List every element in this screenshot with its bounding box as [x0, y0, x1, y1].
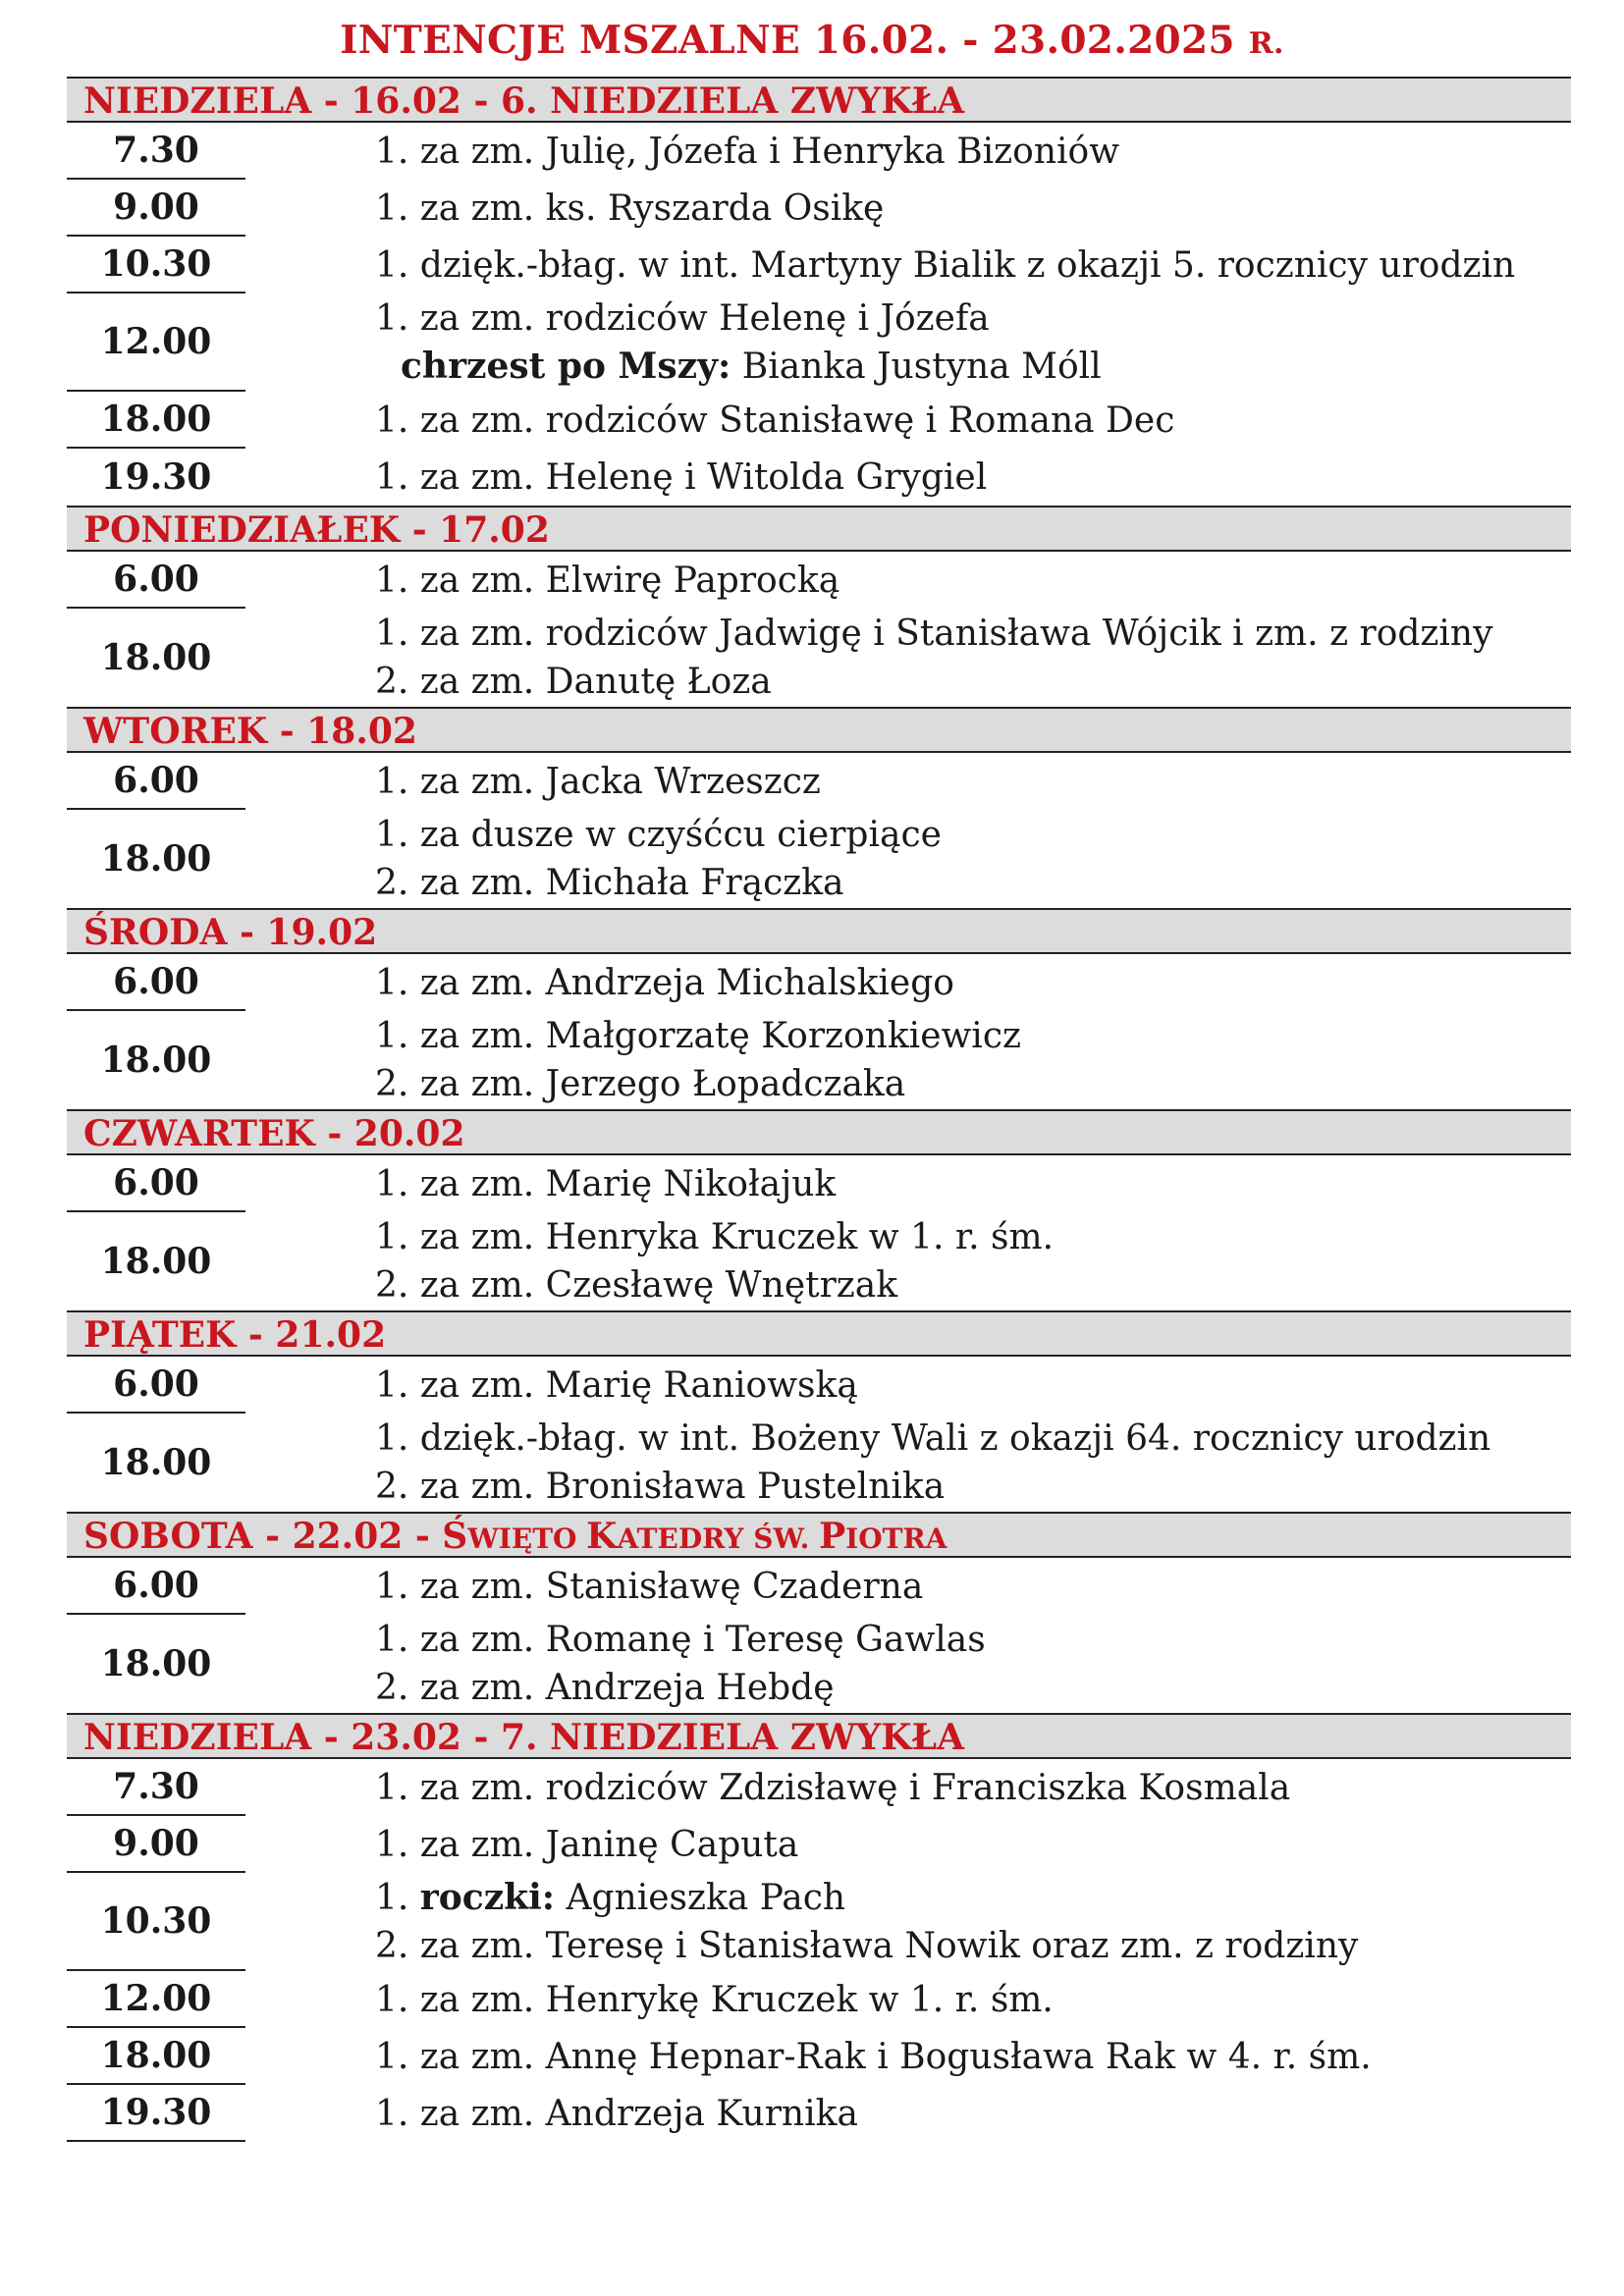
mass-row — [67, 237, 1571, 294]
mass-row — [67, 180, 1571, 237]
intention-list — [245, 1821, 798, 1869]
mass-row — [67, 1414, 1571, 1512]
intention-list — [245, 241, 1515, 290]
intention-list — [245, 959, 954, 1007]
mass-row — [67, 2085, 1571, 2142]
intention-text: 1. za zm. rodziców Zdzisławę i Franciszka Kosmala — [375, 1767, 1291, 1808]
intention-text: 1. za zm. Andrzeja Kurnika — [375, 2093, 858, 2134]
day-header: NIEDZIELA - 23.02 - 7. NIEDZIELA ZWYKŁA — [67, 1713, 1571, 1759]
title-suffix: R. — [1248, 27, 1284, 61]
intention-line — [375, 610, 1492, 658]
mass-time: 12.00 — [67, 1971, 245, 2028]
intention-line — [375, 758, 821, 806]
mass-time: 9.00 — [67, 180, 245, 237]
intention-text: Bianka Justyna Móll — [731, 347, 1102, 387]
intention-line — [375, 454, 987, 502]
intention-text: 1. za zm. rodziców Helenę i Józefa — [375, 298, 990, 339]
intention-line — [375, 1976, 1054, 2024]
day-header: CZWARTEK - 20.02 — [67, 1109, 1571, 1155]
intention-list — [245, 1976, 1054, 2024]
intention-text: 1. za zm. Marię Nikołajuk — [375, 1163, 837, 1204]
mass-row — [67, 1873, 1571, 1971]
mass-row — [67, 609, 1571, 707]
intention-text: 2. za zm. Teresę i Stanisława Nowik oraz zm. z rodziny — [375, 1926, 1359, 1966]
mass-time: 18.00 — [100, 1040, 212, 1081]
mass-time: 18.00 — [100, 1241, 212, 1282]
intention-list — [245, 1160, 836, 1208]
day-header-part: P — [819, 1516, 846, 1557]
mass-row — [67, 1759, 1571, 1816]
mass-row — [67, 1011, 1571, 1109]
intention-list — [245, 128, 1119, 176]
mass-row — [67, 392, 1571, 449]
mass-row — [67, 810, 1571, 908]
intention-list — [245, 1012, 1021, 1108]
mass-row — [67, 1155, 1571, 1212]
intention-line — [375, 2090, 858, 2138]
intention-list — [245, 1874, 1358, 1970]
mass-row — [67, 1558, 1571, 1615]
intention-list — [245, 1415, 1490, 1511]
mass-time: 6.00 — [67, 1155, 245, 1212]
intention-list — [245, 610, 1492, 706]
mass-time: 18.00 — [67, 392, 245, 449]
intention-text: 1. za zm. Stanisławę Czaderna — [375, 1566, 924, 1607]
mass-row — [67, 1615, 1571, 1713]
intention-line — [375, 557, 839, 605]
intention-line — [375, 1922, 1358, 1970]
mass-row — [67, 1971, 1571, 2028]
intention-text: 1. za zm. Jacka Wrzeszcz — [375, 761, 821, 802]
mass-time: 19.30 — [100, 456, 212, 498]
mass-time: 12.00 — [67, 294, 245, 392]
intention-label: roczki: — [419, 1877, 556, 1918]
mass-row — [67, 753, 1571, 810]
mass-time: 6.00 — [67, 753, 245, 810]
mass-time: 18.00 — [100, 637, 212, 678]
mass-time: 18.00 — [100, 838, 212, 880]
intention-list — [245, 1764, 1290, 1812]
intention-text: 1. za zm. ks. Ryszarda Osikę — [375, 187, 885, 229]
intention-text: 1. za zm. Elwirę Paprocką — [375, 560, 840, 601]
mass-time: 7.30 — [67, 123, 245, 180]
intention-list — [245, 1563, 923, 1611]
intention-text: 1. za zm. Henryka Kruczek w 1. r. śm. — [375, 1217, 1055, 1257]
intention-list — [245, 1213, 1054, 1309]
mass-time: 6.00 — [67, 954, 245, 1011]
intention-line — [375, 1463, 1490, 1511]
intention-text: 1. za zm. Henrykę Kruczek w 1. r. śm. — [375, 1979, 1054, 2020]
mass-row — [67, 294, 1571, 392]
mass-time: 6.00 — [67, 1357, 245, 1414]
mass-row — [67, 552, 1571, 609]
intention-list — [245, 397, 1174, 445]
intention-line — [375, 241, 1515, 290]
day-header-part: WIĘTO — [467, 1522, 587, 1555]
day-header-part: ATEDRY ŚW. — [617, 1522, 820, 1555]
intention-line — [375, 1362, 858, 1410]
intention-text: 1. za zm. Andrzeja Michalskiego — [375, 962, 954, 1003]
intention-line — [375, 343, 1102, 391]
intention-label: chrzest po Mszy: — [401, 346, 731, 387]
intention-text: 2. za zm. Andrzeja Hebdę — [375, 1668, 835, 1708]
day-header: NIEDZIELA - 16.02 - 6. NIEDZIELA ZWYKŁA — [67, 77, 1571, 123]
intention-list — [245, 557, 839, 605]
day-header: WTOREK - 18.02 — [67, 707, 1571, 753]
intention-text: 1. za zm. rodziców Stanisławę i Romana Dec — [375, 400, 1175, 441]
title-main: INTENCJE MSZALNE 16.02. - 23.02.2025 — [340, 18, 1235, 63]
intention-list — [245, 758, 821, 806]
intention-text: 2. za zm. Czesławę Wnętrzak — [375, 1265, 898, 1306]
mass-time: 6.00 — [67, 1558, 245, 1615]
intention-list — [245, 185, 884, 233]
intention-text: 1. za zm. Małgorzatę Korzonkiewicz — [375, 1016, 1021, 1056]
intention-line — [375, 128, 1119, 176]
intention-text: 1. za zm. Julię, Józefa i Henryka Bizoniów — [375, 131, 1120, 172]
intention-line — [375, 1616, 986, 1664]
intention-list — [245, 2033, 1372, 2081]
intention-line — [375, 1160, 836, 1208]
intention-text: 1. za zm. Romanę i Teresę Gawlas — [375, 1620, 986, 1660]
mass-row — [67, 123, 1571, 180]
intention-line — [375, 294, 1102, 343]
intention-list — [245, 294, 1102, 391]
intention-list — [245, 2090, 858, 2138]
mass-time: 10.30 — [67, 1873, 245, 1971]
intention-line — [375, 1821, 798, 1869]
intention-text: 2. za zm. Jerzego Łopadczaka — [375, 1064, 906, 1104]
intention-line — [375, 658, 1492, 706]
intention-text: 2. za zm. Danutę Łoza — [375, 662, 772, 702]
day-header — [67, 1512, 1571, 1558]
mass-row — [67, 2028, 1571, 2085]
day-header-part: K — [586, 1516, 618, 1557]
intention-text: Agnieszka Pach — [555, 1878, 846, 1918]
intention-list — [245, 811, 942, 907]
intention-line — [375, 2033, 1372, 2081]
mass-time: 6.00 — [67, 552, 245, 609]
mass-time: 7.30 — [67, 1759, 245, 1816]
intention-number: 1. — [375, 1878, 420, 1918]
intention-line — [375, 1563, 923, 1611]
mass-time: 18.00 — [67, 2028, 245, 2085]
mass-schedule — [67, 77, 1571, 2142]
intention-line — [375, 1664, 986, 1712]
day-header: PIĄTEK - 21.02 — [67, 1310, 1571, 1357]
intention-line — [375, 1874, 1358, 1922]
intention-line — [375, 185, 884, 233]
page-title — [0, 14, 1624, 71]
intention-text: 1. dzięk.-błag. w int. Bożeny Wali z okazji 64. rocznicy urodzin — [375, 1418, 1491, 1459]
intention-list — [245, 1362, 858, 1410]
day-header-part: SOBOTA - 22.02 - Ś — [83, 1516, 468, 1557]
day-header: PONIEDZIAŁEK - 17.02 — [67, 506, 1571, 552]
intention-line — [375, 959, 954, 1007]
intention-line — [375, 1060, 1021, 1108]
day-header-part: IOTRA — [845, 1522, 947, 1555]
intention-line — [375, 1415, 1490, 1463]
intention-line — [375, 1764, 1290, 1812]
intention-text: 2. za zm. Bronisława Pustelnika — [375, 1467, 946, 1507]
mass-row — [67, 1357, 1571, 1414]
mass-time: 9.00 — [67, 1816, 245, 1873]
intention-text: 1. za zm. rodziców Jadwigę i Stanisława Wójcik i zm. z rodziny — [375, 614, 1493, 654]
intention-line — [375, 397, 1174, 445]
mass-row — [67, 449, 1571, 506]
mass-time: 10.30 — [67, 237, 245, 294]
mass-row — [67, 954, 1571, 1011]
intention-text: 1. za dusze w czyśćcu cierpiące — [375, 815, 942, 855]
mass-row — [67, 1212, 1571, 1310]
intention-line — [375, 1213, 1054, 1261]
intention-list — [245, 454, 987, 502]
day-header: ŚRODA - 19.02 — [67, 908, 1571, 954]
intention-text: 1. za zm. Helenę i Witolda Grygiel — [375, 456, 988, 498]
intention-text: 2. za zm. Michała Frączka — [375, 863, 844, 903]
mass-row — [67, 1816, 1571, 1873]
intention-text: 1. za zm. Annę Hepnar-Rak i Bogusława Rak w 4. r. śm. — [375, 2036, 1372, 2077]
intention-line — [375, 811, 942, 859]
mass-time: 18.00 — [100, 1643, 212, 1684]
intention-text: 1. dzięk.-błag. w int. Martyny Bialik z okazji 5. rocznicy urodzin — [375, 244, 1516, 286]
mass-time: 19.30 — [67, 2085, 245, 2142]
intention-line — [375, 1012, 1021, 1060]
intention-line — [375, 1261, 1054, 1309]
intention-text: 1. za zm. Marię Raniowską — [375, 1364, 858, 1406]
intention-list — [245, 1616, 986, 1712]
mass-time: 18.00 — [100, 1442, 212, 1483]
intention-text: 1. za zm. Janinę Caputa — [375, 1824, 799, 1865]
intention-line — [375, 859, 942, 907]
